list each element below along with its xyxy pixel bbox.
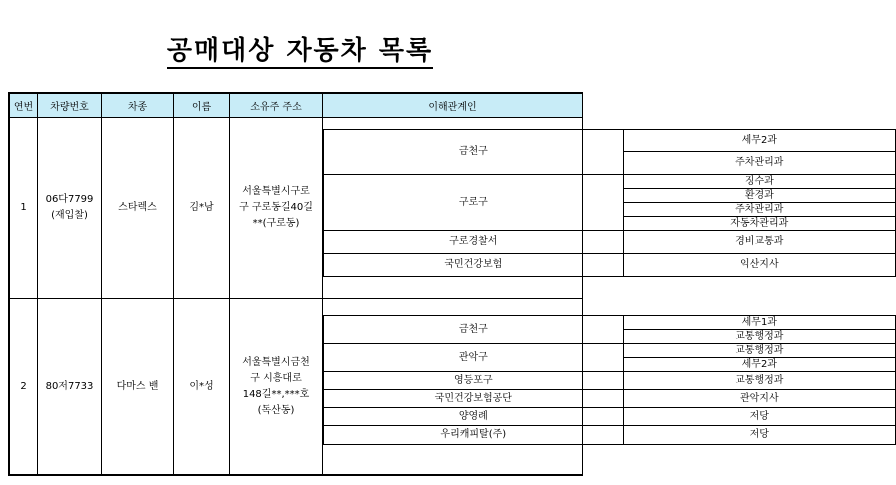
address-line: 서울특별시금천 (242, 356, 310, 368)
party-dept: 환경과 (623, 189, 895, 203)
plate-number: 06다7799 (45, 194, 94, 205)
vehicle-model: 다마스 밴 (102, 299, 174, 475)
party-dept: 세무2과 (623, 130, 895, 152)
party-org: 구로구 (324, 175, 624, 231)
interested-parties-cell (323, 118, 789, 299)
interested-parties-table (323, 315, 896, 445)
plate-cell (38, 118, 102, 299)
party-dept: 세무1과 (623, 316, 895, 330)
party-row (324, 344, 896, 358)
plate-note: (재입찰) (51, 210, 88, 221)
party-row (324, 426, 896, 445)
owner-address (230, 299, 323, 475)
party-org: 금천구 (324, 130, 624, 175)
owner-name: 김*남 (174, 118, 230, 299)
party-dept: 교통행정과 (623, 330, 895, 344)
party-org: 금천구 (324, 316, 624, 344)
row-no: 2 (10, 299, 38, 475)
party-dept: 관악지사 (623, 390, 895, 408)
party-dept: 교통행정과 (623, 344, 895, 358)
party-dept: 교통행정과 (623, 372, 895, 390)
address-line: 서울특별시구로 (242, 186, 310, 197)
party-org: 관악구 (324, 344, 624, 372)
party-row (324, 130, 896, 152)
header-model: 차종 (102, 94, 174, 118)
vehicle-list-table (8, 92, 789, 476)
party-dept: 주차관리과 (623, 152, 895, 175)
party-dept: 세무2과 (623, 358, 895, 372)
party-row (324, 175, 896, 189)
party-row (324, 390, 896, 408)
address-line: (독산동) (257, 404, 295, 416)
party-dept: 자동차관리과 (623, 217, 895, 231)
address-line: 구 구로동길40길 (239, 202, 313, 213)
party-org: 양영례 (324, 408, 624, 426)
party-row (324, 316, 896, 330)
party-org: 영등포구 (324, 372, 624, 390)
interested-parties-table (323, 129, 896, 277)
address-line: 148길**,***호 (242, 388, 310, 400)
interested-parties-cell (323, 299, 784, 475)
header-address: 소유주 주소 (230, 94, 323, 118)
row-no: 1 (10, 118, 38, 299)
party-dept: 익산지사 (623, 254, 895, 277)
party-dept: 저당 (623, 408, 895, 426)
party-org: 구로경찰서 (324, 231, 624, 254)
plate-number: 80저7733 (38, 299, 102, 475)
vehicle-model: 스타렉스 (102, 118, 174, 299)
table-row (10, 118, 583, 299)
party-row (324, 254, 896, 277)
header-row (10, 94, 583, 118)
party-row (324, 408, 896, 426)
party-dept: 징수과 (623, 175, 895, 189)
table-row (10, 299, 583, 475)
owner-address (230, 118, 323, 299)
party-org: 국민건강보험 (324, 254, 624, 277)
header-name: 이름 (174, 94, 230, 118)
address-line: 구 시흥대로 (250, 372, 302, 384)
party-org: 우리캐피탈(주) (324, 426, 624, 445)
header-plate: 차량번호 (38, 94, 102, 118)
header-no: 연번 (10, 94, 38, 118)
party-dept: 경비교통과 (623, 231, 895, 254)
party-row (324, 372, 896, 390)
party-org: 국민건강보험공단 (324, 390, 624, 408)
party-row (324, 231, 896, 254)
address-line: **(구로동) (252, 218, 300, 229)
owner-name: 이*성 (174, 299, 230, 475)
party-dept: 주차관리과 (623, 203, 895, 217)
party-dept: 저당 (623, 426, 895, 445)
page-title: 공매대상 자동차 목록 (0, 30, 600, 67)
header-parties: 이해관계인 (323, 94, 583, 118)
